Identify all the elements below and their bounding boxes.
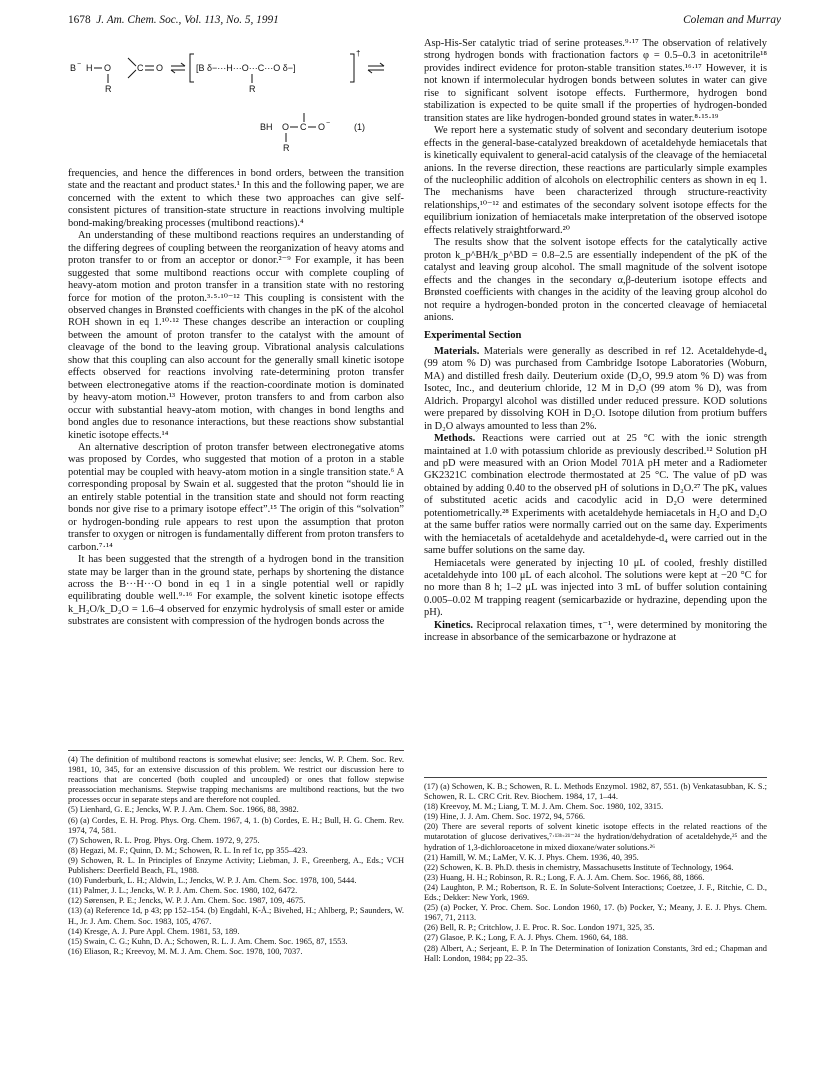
footnote-divider <box>424 777 767 778</box>
paragraph: frequencies, and hence the differences in bond orders, between the transition state and the reactant and product states.¹ In this and the following paper, we are concerned with the extent to which these two approaches can give self-consistent pictures of transition-state structure in reactions involving multiple bond-making/breaking processes (multibond reactions).⁴ <box>68 168 404 229</box>
footnotes-right <box>424 782 767 964</box>
footnote-item: (28) Albert, A.; Serjeant, E. P. In The Determination of Ionization Constants, 3rd ed.; Chapman and Hall: London, 1984; pp 22–35. <box>424 943 767 963</box>
footnote-item: (19) Hine, J. J. Am. Chem. Soc. 1972, 94, 5766. <box>424 812 585 822</box>
footnote-item: (25) (a) Pocker, Y. Proc. Chem. Soc. London 1960, 17. (b) Pocker, Y.; Meany, J. E. J. Phys. Chem. 1967, 71, 2113. <box>424 903 767 923</box>
product-oxyanion: O <box>318 122 326 132</box>
product-carbon: C <box>300 122 307 132</box>
footnote-item: (8) Hegazi, M. F.; Quinn, D. M.; Schowen, R. L. In ref 1c, pp 355–423. <box>68 845 308 855</box>
run-in-heading: Materials. <box>434 345 480 357</box>
footnote-item: (4) The definition of multibond reactons is somewhat elusive; see: Jencks, W. P. Chem. Soc. Rev. 1981, 10, 345, for an extensive discussion of this problem. We restrict our discussion here to reactions that are concerted (both coupled and uncoupled) or ones that follow stepwise preassociation mechanisms. Stepwise trapping mechanisms are multibond reactions, but the two processes occur in separate steps and are therefore not coupled. <box>68 755 404 805</box>
product-base: BH <box>260 122 273 132</box>
base-label: B <box>70 63 77 73</box>
footnote-item: (12) Sørensen, P. E.; Jencks, W. P. J. Am. Chem. Soc. 1987, 109, 4675. <box>68 896 306 906</box>
paragraph: Hemiacetals were generated by injecting 10 μL of cooled, freshly distilled acetaldehyde into 100 μL of each alcohol. The solutions were kept at −20 °C for no more than 8 h; 1–2 μL was injected into 3 mL of buffer solution containing 0.005–0.02 M trapping reagent (semicarbazide or hydrazine, depending upon the pH). <box>424 557 767 619</box>
equilibrium-arrow-2 <box>368 63 384 73</box>
footnote-item: (18) Kreevoy, M. M.; Liang, T. M. J. Am. Chem. Soc. 1980, 102, 3315. <box>424 802 664 812</box>
ts-bracket-right <box>350 54 354 82</box>
c-upper-bond <box>128 58 136 66</box>
run-in-heading: Kinetics. <box>434 619 473 631</box>
paragraph: The results show that the solvent isotope effects for the catalytically active proton k_p^BH/k_p^BD = 0.8–2.5 are essentially independent of the pK of the catalyst and leaving group alcohol. The small magnitude of the solvent isotope effects and the changes in the secondary α,β-deuterium isotope effects and Brønsted coefficients with changes in the acidity of the leaving group alcohol do not require a hydrogen-bonded proton in the concerted cleavage of hemiacetal anions. <box>424 237 767 323</box>
paragraph <box>424 433 767 558</box>
footnote-item: (24) Laughton, P. M.; Robertson, R. E. In Solute-Solvent Interactions; Coetzee, J. F., Ritchie, C. D., Eds.; Dekker: New York, 1969. <box>424 882 767 903</box>
page-number: 1678 <box>68 14 91 26</box>
paragraph-text: Reciprocal relaxation times, τ⁻¹, were determined by monitoring the increase in absorbance of the semicarbazone or hydrazone at <box>424 619 767 644</box>
oxygen-label: O <box>104 63 112 73</box>
section-heading: Experimental Section <box>424 330 522 342</box>
footnote-divider <box>68 750 404 751</box>
equation-number: (1) <box>354 122 365 132</box>
run-in-heading: Methods. <box>434 433 476 445</box>
footnote-item: (20) There are several reports of solvent kinetic isotope effects in the related reactions of the mutarotation of glucose derivatives,⁷·¹³ᵇ·²¹⁻²⁴ the hydration/dehydration of acetaldehyde,²⁵ and the hydration of 1,3-dichloroacetone in mixed dioxane/water solutions.²⁶ <box>424 822 767 852</box>
right-column <box>424 38 767 645</box>
paragraph: An understanding of these multibond reactions requires an understanding of the differing degrees of coupling between the reorganization of heavy atoms and proton transfer to or from an acceptor or donor.²⁻⁹ For example, it has been suggested that some multibond reactions occur with complete coupling of heavy-atom motion and proton transfer in a transition state with no restoring force for motion of the proton.³·⁵·¹⁰⁻¹² This coupling is consistent with the observed changes in Brønsted coefficients with changes in the pK of the alcohol ROH shown in eq 1.¹⁰·¹² These changes describe an interaction or coupling between the amount of proton transfer to the catalyst with the amount of cleavage of the bond to the leaving group. Vibrational analysis calculations show that this coupling can also account for the generally small kinetic isotope effects observed for reactions involving rate-determining proton transfer between electronegative atoms if the reaction-coordinate motion is dominated by heavy-atom motion.¹³ However, proton transfers to and from carbon also occur with substantial heavy-atom motion, with changes in bond lengths and bond angles due to resonance interactions, but these reactions show substantial kinetic isotope effects.¹⁴ <box>68 230 404 441</box>
product-charge: − <box>326 120 331 127</box>
footnote-item: (7) Schowen, R. L. Prog. Phys. Org. Chem. 1972, 9, 275. <box>68 835 260 845</box>
paragraph-text: Reactions were carried out at 25 °C with the ionic strength maintained at 1.0 with potassium chloride as previously described.¹² Solution pH and pD were measured with an Orion Model 701A pH meter and a Radiometer GK2321C combination electrode thermostated at 25 °C. The value of pD was obtained by adding 0.40 to the observed pH of solutions in D₂O.²⁷ The pKₐ values of substituted acetic acids and cacodylic acid in D₂O were determined potentiometrically.²⁸ Experiments with acetaldehyde hemiacetals in H₂O and D₂O at the same buffer ratios were normally carried out on the same day. Experiments with the hemiacetals of acetaldehyde and acetaldehyde-d₄ were carried out in the same buffer solutions on the same day. <box>424 433 767 557</box>
reactant-complex <box>70 58 163 94</box>
ts-bracket-left <box>190 54 194 82</box>
equilibrium-arrow-1 <box>171 63 185 73</box>
footnote-item: (11) Palmer, J. L.; Jencks, W. P. J. Am. Chem. Soc. 1980, 102, 6472. <box>68 886 298 896</box>
footnote-item: (10) Funderburk, L. H.; Aldwin, L.; Jencks, W. P. J. Am. Chem. Soc. 1978, 100, 5444. <box>68 876 357 886</box>
footnote-item: (13) (a) Reference 1d, p 43; pp 152–154. (b) Engdahl, K-Å.; Bivehed, H.; Ahlberg, P.; Saunders, W. H., Jr. J. Am. Chem. Soc. 1983, 105, 4767. <box>68 906 404 926</box>
product-oxygen: O <box>282 122 290 132</box>
footnote-item: (22) Schowen, K. B. Ph.D. thesis in chemistry, Massachusetts Institute of Technology, 1964. <box>424 862 734 872</box>
running-header <box>68 14 781 32</box>
ts-r-label: R <box>249 84 256 94</box>
footnote-item: (17) (a) Schowen, K. B.; Schowen, R. L. Methods Enzymol. 1982, 87, 551. (b) Venkatasubban, K. S.; Schowen, R. L. CRC Crit. Rev. Biochem. 1984, 17, 1–44. <box>424 782 767 802</box>
running-authors: Coleman and Murray <box>683 14 781 26</box>
footnote-item: (27) Glasoe, P. K.; Long, F. A. J. Phys. Chem. 1960, 64, 188. <box>424 933 629 943</box>
reaction-scheme-eq1 <box>68 38 408 166</box>
footnote-item: (16) Eliason, R.; Kreevoy, M. M. J. Am. Chem. Soc. 1978, 100, 7037. <box>68 946 303 956</box>
c-lower-bond <box>128 70 136 78</box>
transition-state <box>190 49 360 94</box>
paragraph <box>424 620 767 645</box>
footnote-item: (21) Hamill, W. M.; LaMer, V. K. J. Phys. Chem. 1936, 40, 395. <box>424 852 639 862</box>
journal-citation: J. Am. Chem. Soc., Vol. 113, No. 5, 1991 <box>96 14 279 26</box>
ts-formula: [B δ−···H···O···C···O δ−] <box>196 63 296 73</box>
paragraph: Asp-His-Ser catalytic triad of serine proteases.⁹·¹⁷ The observation of relatively strong hydrogen bonds with fractionation factors φ = 0.5–0.3 in acetonitrile¹⁸ provides indirect evidence for proton-stable transition states.¹⁶·¹⁷ However, it is not known if intermolecular hydrogen bonds between solutes in water can give rise to significant solvent isotope effects. Furthermore, hydrogen bond stabilization is expected to be quite small if the properties of hydrogen-bonded transition states are like hydrogen-bonded ground states in water.⁸·¹⁵·¹⁹ <box>424 38 767 124</box>
product-complex <box>260 113 365 153</box>
product-r-label: R <box>283 143 290 153</box>
footnotes-left <box>68 755 404 957</box>
footnote-item: (15) Swain, C. G.; Kuhn, D. A.; Schowen, R. L. J. Am. Chem. Soc. 1965, 87, 1553. <box>68 936 348 946</box>
hydrogen-label: H <box>86 63 93 73</box>
ts-dagger: † <box>356 49 361 58</box>
paragraph: It has been suggested that the strength of a hydrogen bond in the transition state may be larger than in the ground state, perhaps by shortening the distance across the B···H···O bond in eq 1 in a single potential well or rapidly equilibrating double well.⁹·¹⁶ For example, the solvent kinetic isotope effects k_H₂O/k_D₂O = 1.6–4 observed for enzymic hydrolysis of small ester or amide substrates are consistent with compression of the hydrogen bonds across the <box>68 554 404 628</box>
paragraph-text: Materials were generally as described in ref 12. Acetaldehyde-d₄ (99 atom % D) was purchased from Cambridge Isotope Laboratories (Woburn, MA) and distilled fresh daily. Deuterium oxide (D₂O, 99.9 atom % D) was from Isotec, Inc., and deuterium chloride, 12 M in D₂O (99 atom % D), was from Aldrich. Propargyl alcohol was distilled under reduced pressure. KOD solutions were prepared by dissolving KOH in D₂O. Isotope dilution from protium buffers in D₂O always amounted to less than 2%. <box>424 345 767 432</box>
footnote-item: (26) Bell, R. P.; Critchlow, J. E. Proc. R. Soc. London 1971, 325, 35. <box>424 923 655 933</box>
footnote-item: (5) Lienhard, G. E.; Jencks, W. P. J. Am. Chem. Soc. 1966, 88, 3982. <box>68 805 299 815</box>
carbon-label: C <box>137 63 144 73</box>
base-charge: − <box>77 61 82 68</box>
footnote-item: (23) Huang, H. H.; Robinson, R. R.; Long, F. A. J. Am. Chem. Soc. 1966, 88, 1866. <box>424 872 705 882</box>
paragraph: An alternative description of proton transfer between electronegative atoms was proposed by Cordes, who suggested that motion of a proton in a stable potential may be coupled with heavy-atom motion in a single transition state.⁶ A corresponding proposal by Swain et al. suggested that the proton “should lie in an entirely stable potential in the transition state and should not form reacting bonds nor give rise to a primary isotope effect”.¹⁵ The origin of this “solvation” or hydrogen-bonding rule appears to rest upon the assumption that proton transfer to oxygen or nitrogen is fundamentally different from proton transfers to carbon.⁷·¹⁴ <box>68 441 404 553</box>
paragraph <box>424 346 767 433</box>
carbonyl-oxygen: O <box>156 63 164 73</box>
footnote-item: (14) Kresge, A. J. Pure Appl. Chem. 1981, 53, 189. <box>68 926 240 936</box>
left-column <box>68 168 404 629</box>
footnote-item: (9) Schowen, R. L. In Principles of Enzyme Activity; Liebman, J. F., Greenberg, A., Eds.; VCH Publishers: Deerfield Beach, FL, 1988. <box>68 855 404 876</box>
footnote-item: (6) (a) Cordes, E. H. Prog. Phys. Org. Chem. 1967, 4, 1. (b) Cordes, E. H.; Bull, H. G. Chem. Rev. 1974, 74, 581. <box>68 815 404 835</box>
r-label: R <box>105 84 112 94</box>
paragraph: We report here a systematic study of solvent and secondary deuterium isotope effects in the general-base-catalyzed breakdown of acetaldehyde hemiacetals that is kinetically equivalent to general-acid catalysis of the cleavage of the hemiacetal anions. In the reverse direction, these reactions are particularly simple examples of the nucleophilic addition of alcohols on electrophilic centers as shown in eq 1. The mechanisms have been characterized through structure-reactivity relationships,¹⁰⁻¹² and estimates of the secondary solvent isotope effects for the equilibrium ionization of hemiacetals make interpretation of the observed isotope effects relatively straightforward.²⁰ <box>424 125 767 236</box>
